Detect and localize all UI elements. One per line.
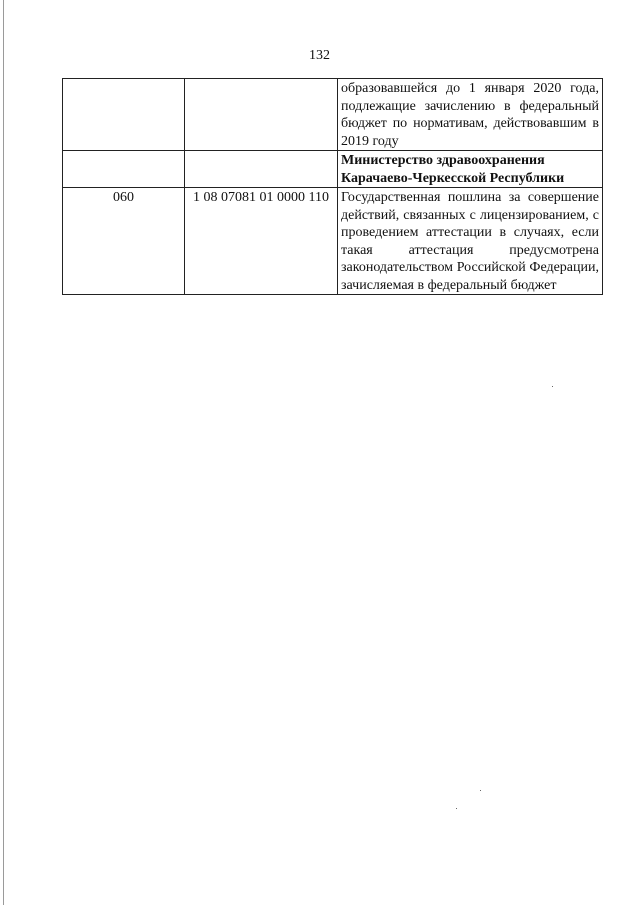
scan-speck — [552, 386, 553, 387]
admin-code-cell: 060 — [63, 188, 185, 295]
table-row — [63, 79, 603, 151]
table-row — [63, 151, 603, 188]
scan-edge-line — [3, 0, 4, 905]
scan-speck — [456, 808, 457, 809]
revenue-description-cell: образовавшейся до 1 января 2020 года, подлежащие зачислению в федеральный бюджет по нормативам, действовавшим в 2019 году — [338, 79, 603, 151]
admin-code-cell — [63, 79, 185, 151]
administrator-heading-cell: Министерство здравоохранения Карачаево-Черкесской Республики — [338, 151, 603, 188]
budget-code-table — [62, 78, 603, 295]
admin-code-cell — [63, 151, 185, 188]
budget-classification-code-cell — [185, 79, 338, 151]
table-row — [63, 188, 603, 295]
revenue-description-cell: Государственная пошлина за совершение действий, связанных с лицензированием, с проведением аттестации в случаях, если такая аттестация предусмотрена законодательством Российской Федерации, зачисляемая в федеральный бюджет — [338, 188, 603, 295]
budget-classification-code-cell: 1 08 07081 01 0000 110 — [185, 188, 338, 295]
budget-classification-code-cell — [185, 151, 338, 188]
scan-speck — [480, 790, 481, 791]
page-number: 132 — [309, 48, 330, 63]
